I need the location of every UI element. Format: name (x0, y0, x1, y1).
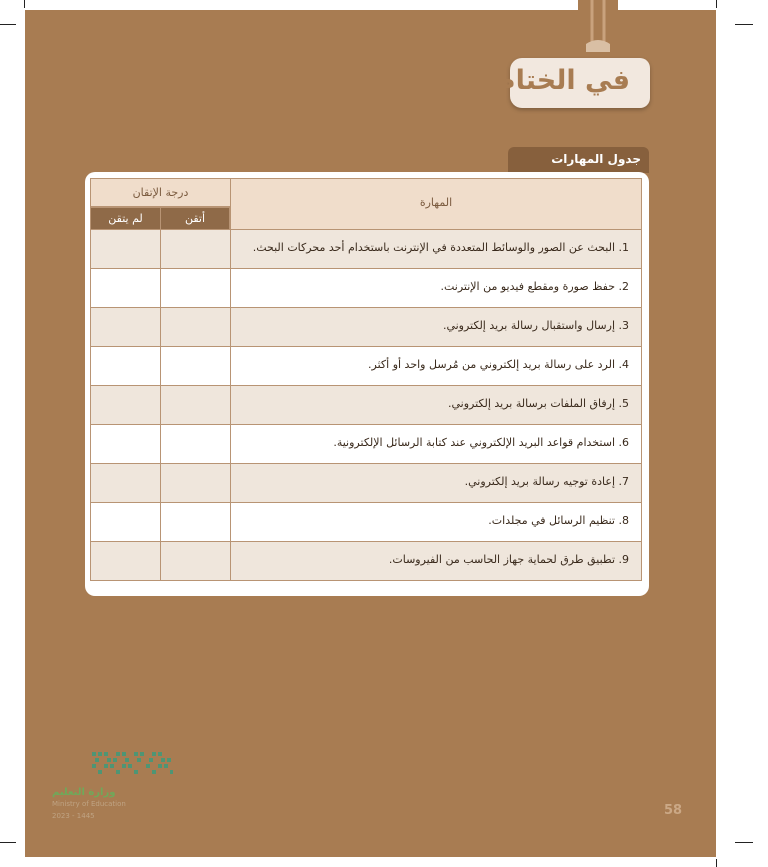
mastered-cell[interactable] (161, 425, 230, 463)
not-mastered-cell[interactable] (91, 503, 160, 541)
skill-text: 3. إرسال واستقبال رسالة بريد إلكتروني. (442, 319, 629, 332)
header-not-mastered-label: لم يتقن (108, 212, 143, 225)
ministry-name: وزارة التعليم (52, 787, 116, 798)
mastered-cell[interactable] (161, 386, 230, 424)
section-title: جدول المهارات (551, 152, 641, 166)
not-mastered-cell[interactable] (91, 542, 160, 580)
crop-mark-top-right-v (716, 0, 717, 8)
table-row (90, 425, 642, 464)
skill-text: 8. تنظيم الرسائل في مجلدات. (488, 514, 629, 527)
crop-mark-bottom-right-v (716, 859, 717, 867)
skill-text: 2. حفظ صورة ومقطع فيديو من الإنترنت. (440, 280, 629, 293)
skills-table-card (85, 172, 649, 596)
header-not-mastered (90, 207, 161, 230)
header-mastery-label: درجة الإتقان (132, 186, 189, 199)
header-mastery (90, 178, 230, 207)
header-mastered (160, 207, 230, 230)
ministry-year: 2023 - 1445 (52, 812, 95, 820)
table-row (90, 503, 642, 542)
crop-mark-top-left-v (24, 0, 25, 8)
not-mastered-cell[interactable] (91, 308, 160, 346)
not-mastered-cell[interactable] (91, 269, 160, 307)
not-mastered-cell[interactable] (91, 230, 160, 268)
crop-mark-top-right-h (735, 24, 753, 25)
header-skill (230, 178, 642, 230)
crop-mark-top-left-h (0, 24, 16, 25)
table-row (90, 347, 642, 386)
header-skill-label: المهارة (419, 196, 453, 209)
table-row (90, 542, 642, 581)
skill-text: 1. البحث عن الصور والوسائط المتعددة في الإنترنت باستخدام أحد محركات البحث. (252, 241, 629, 254)
hanger-icon (578, 0, 618, 58)
chapter-title: في الختام (495, 65, 630, 96)
table-row (90, 386, 642, 425)
mastered-cell[interactable] (161, 269, 230, 307)
crop-mark-bottom-left-h (0, 842, 16, 843)
skill-text: 5. إرفاق الملفات برسالة بريد إلكتروني. (448, 397, 629, 410)
mastered-cell[interactable] (161, 308, 230, 346)
chapter-title-tab (495, 58, 650, 108)
table-row (90, 464, 642, 503)
table-row (90, 230, 642, 269)
table-row (90, 308, 642, 347)
crop-mark-bottom-right-h (735, 842, 753, 843)
ministry-subtitle: Ministry of Education (52, 800, 126, 808)
mastered-cell[interactable] (161, 542, 230, 580)
mastered-cell[interactable] (161, 347, 230, 385)
mastered-cell[interactable] (161, 503, 230, 541)
page-number: 58 (664, 803, 683, 818)
not-mastered-cell[interactable] (91, 464, 160, 502)
not-mastered-cell[interactable] (91, 347, 160, 385)
skill-text: 9. تطبيق طرق لحماية جهاز الحاسب من الفيروسات. (388, 553, 629, 566)
header-mastered-label: أتقن (184, 212, 206, 225)
not-mastered-cell[interactable] (91, 425, 160, 463)
table-row (90, 269, 642, 308)
mastered-cell[interactable] (161, 230, 230, 268)
section-tab (508, 147, 649, 173)
skill-text: 7. إعادة توجيه رسالة بريد إلكتروني. (464, 475, 629, 488)
skill-text: 6. استخدام قواعد البريد الإلكتروني عند كتابة الرسائل الإلكترونية. (333, 436, 629, 449)
skills-table (90, 178, 642, 578)
skill-text: 4. الرد على رسالة بريد إلكتروني من مُرسل واحد أو أكثر. (368, 358, 629, 371)
not-mastered-cell[interactable] (91, 386, 160, 424)
mastered-cell[interactable] (161, 464, 230, 502)
